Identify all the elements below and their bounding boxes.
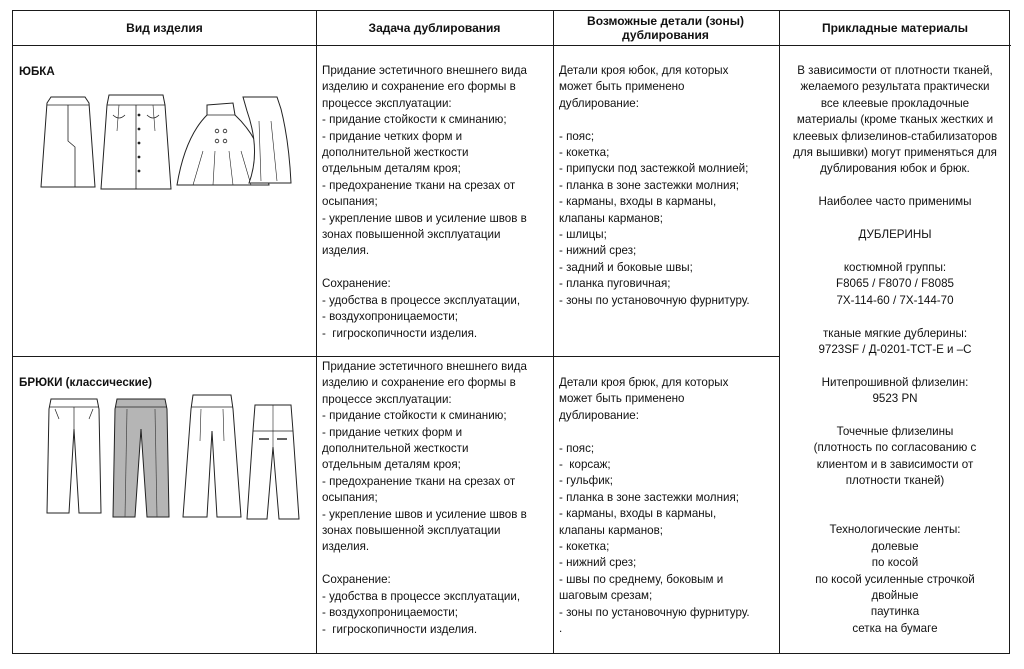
materials-text: В зависимости от плотности тканей, желаемого результата практически все клеевые прокладочные материалы (кроме тканых жестких и клеевых флизелинов-стабилизаторов для вышивки) могут применяться для дублирования юбок и брюк. Наиболее часто применимы ДУБЛЕРИНЫ костюмной группы: F8065 / F8070 / F8085 7Х-114-60 / 7Х-144-70 тканые мягкие дублерины: 9723SF / Д-0201-ТСТ-Е и –С Нитепрошивной флизелин: 9523 PN Точечные флизелины (плотность по согласованию с клиентом и в зависимости от плотности тканей) Технологические ленты: долевые по косой по косой усиленные строчкой двойные паутинка сетка на бумаге <box>792 64 998 635</box>
trousers-wide-sketch <box>181 391 243 521</box>
skirt-flared-sketch <box>173 91 293 193</box>
product-title-skirt: ЮБКА <box>19 65 55 78</box>
details-text-skirt: Детали кроя юбок, для которых может быть применено дублирование: - пояс; - кокетка; - припуски под застежкой молнией; - планка в зоне застежки молния; - карманы, входы в карманы, клапаны карманов; - шлицы; - нижний срез; - задний и боковые швы; - планка пуговичная; - зоны по установочную фурнитуру. <box>559 64 750 307</box>
column-divider <box>316 11 317 653</box>
skirt-straight-sketch <box>37 91 99 191</box>
trousers-highwaist-sketch <box>245 401 301 523</box>
header-divider <box>13 45 1011 46</box>
task-text-skirt: Придание эстетичного внешнего вида изделию и сохранение его формы в процессе эксплуатации: - придание стойкости к сминанию; - придание четких форм и дополнительной жесткости отдельным деталям кроя; - предохранение ткани на срезах от осыпания; - укрепление швов и усиление швов в зонах повышенной эксплуатации изделия. Сохранение: - удобства в процессе эксплуатации, - воздухопроницаемости; - гигроскопичности изделия. <box>322 64 527 340</box>
column-divider <box>553 11 554 653</box>
header-materials: Прикладные материалы <box>821 21 969 35</box>
skirt-buttoned-sketch <box>99 91 173 193</box>
trousers-light-sketch <box>43 395 105 517</box>
header-doubling-zones: Возможные детали (зоны) дублирования <box>587 14 744 42</box>
row-divider <box>13 356 779 357</box>
doubling-table <box>12 10 1010 654</box>
product-title-trousers: БРЮКИ (классические) <box>19 376 153 389</box>
header-product-type: Вид изделия <box>126 21 203 35</box>
header-doubling-task: Задача дублирования <box>368 21 501 35</box>
trousers-gray-sketch <box>109 395 173 521</box>
details-text-trousers: Детали кроя брюк, для которых может быть применено дублирование: - пояс; - корсаж; - гульфик; - планка в зоне застежки молния; - карманы, входы в карманы, клапаны карманов; - кокетка; - нижний срез; - швы по среднему, боковым и шаговым срезам; - зоны по установочную фурнитуру. . <box>559 376 750 636</box>
task-text-trousers: Придание эстетичного внешнего вида изделию и сохранение его формы в процессе эксплуатации: - придание стойкости к сминанию; - придание четких форм и дополнительной жесткости отдельным деталям кроя; - предохранение ткани на срезах от осыпания; - укрепление швов и усиление швов в зонах повышенной эксплуатации изделия. Сохранение: - удобства в процессе эксплуатации, - воздухопроницаемости; - гигроскопичности изделия. <box>322 360 527 636</box>
